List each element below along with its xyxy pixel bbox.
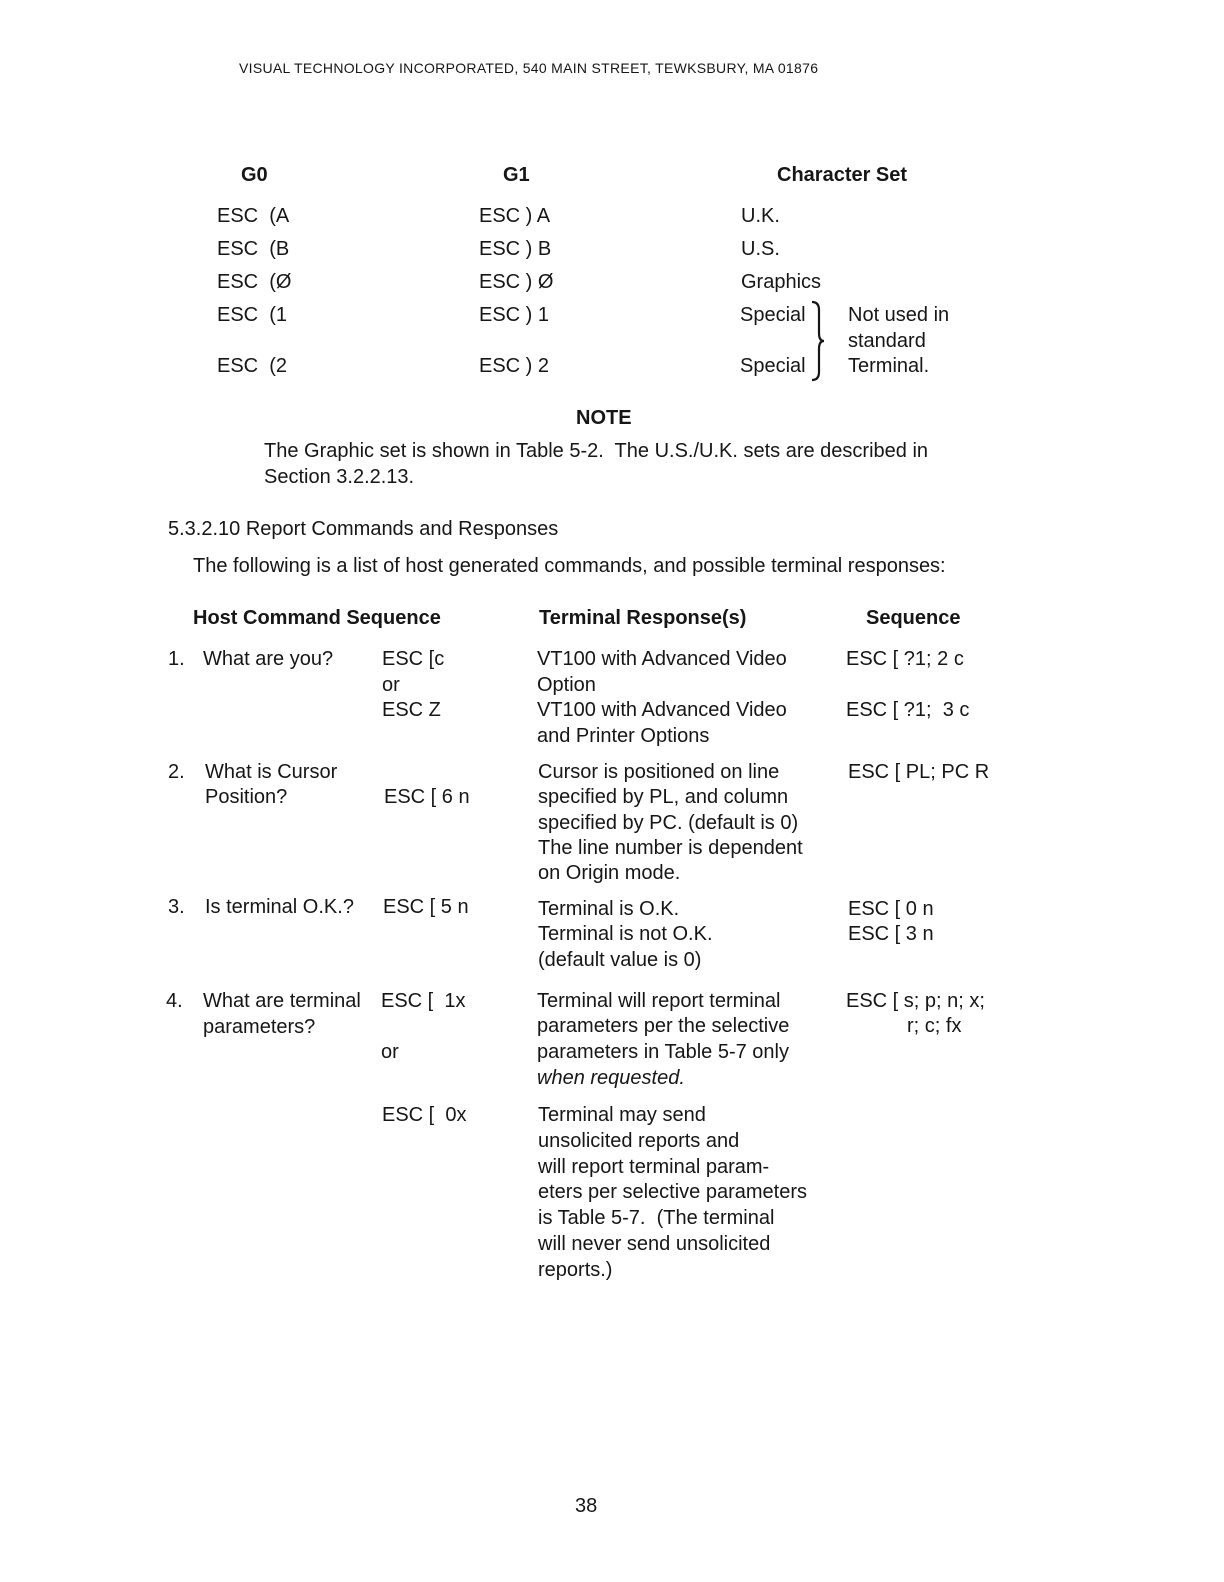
item-response: VT100 with Advanced Video <box>537 648 787 670</box>
page-header: VISUAL TECHNOLOGY INCORPORATED, 540 MAIN STREET, TEWKSBURY, MA 01876 <box>239 60 819 76</box>
item-response: The line number is dependent <box>538 837 803 859</box>
item-command: ESC [ 0x <box>382 1104 467 1126</box>
item-response: VT100 with Advanced Video <box>537 699 787 721</box>
item-question: What is Cursor <box>205 761 338 783</box>
item-command: or <box>382 674 400 696</box>
col-header-g0: G0 <box>241 164 268 186</box>
charset-name-cell: U.K. <box>741 205 780 227</box>
page-number: 38 <box>575 1495 598 1517</box>
item-response: Terminal is O.K. <box>538 898 680 920</box>
item-response: Terminal will report terminal <box>537 990 781 1012</box>
charset-g1-cell: ESC ) Ø <box>479 271 554 293</box>
charset-g1-cell: ESC ) B <box>479 238 552 260</box>
item-response: unsolicited reports and <box>538 1130 740 1152</box>
item-response: on Origin mode. <box>538 862 681 884</box>
item-response: is Table 5-7. (The terminal <box>538 1207 775 1229</box>
brace-note-line: standard <box>848 330 926 352</box>
brace-note-line: Terminal. <box>848 355 930 377</box>
item-question: Is terminal O.K.? <box>205 896 354 918</box>
item-response: Cursor is positioned on line <box>538 761 780 783</box>
charset-name-cell: Graphics <box>741 271 822 293</box>
charset-g0-cell: ESC (1 <box>217 304 288 326</box>
charset-g0-cell: ESC (B <box>217 238 290 260</box>
section-heading: 5.3.2.10 Report Commands and Responses <box>168 518 559 540</box>
item-response: specified by PL, and column <box>538 786 789 808</box>
item-sequence: ESC [ s; p; n; x; <box>846 990 985 1012</box>
section-intro: The following is a list of host generated commands, and possible terminal responses: <box>193 555 946 577</box>
right-brace-icon <box>808 300 828 382</box>
item-response: Option <box>537 674 596 696</box>
item-command: ESC [c <box>382 648 445 670</box>
charset-g1-cell: ESC ) 2 <box>479 355 550 377</box>
charset-g0-cell: ESC (Ø <box>217 271 292 293</box>
item-number: 2. <box>168 761 185 783</box>
item-response: and Printer Options <box>537 725 710 747</box>
item-response: Terminal is not O.K. <box>538 923 713 945</box>
item-response: will never send unsolicited <box>538 1233 771 1255</box>
item-question: What are terminal <box>203 990 361 1012</box>
col-header-sequence: Sequence <box>866 607 961 629</box>
col-header-character-set: Character Set <box>777 164 908 186</box>
col-header-g1: G1 <box>503 164 530 186</box>
note-line: The Graphic set is shown in Table 5-2. The U.S./U.K. sets are described in <box>264 440 929 462</box>
item-command: ESC [ 6 n <box>384 786 470 808</box>
item-command: ESC [ 5 n <box>383 896 469 918</box>
item-sequence: ESC [ ?1; 3 c <box>846 699 970 721</box>
item-sequence: ESC [ PL; PC R <box>848 761 990 783</box>
item-number: 1. <box>168 648 185 670</box>
item-response: (default value is 0) <box>538 949 702 971</box>
brace-note-line: Not used in <box>848 304 950 326</box>
charset-g1-cell: ESC ) A <box>479 205 551 227</box>
charset-name-cell: Special <box>740 304 806 326</box>
charset-name-cell: U.S. <box>741 238 780 260</box>
item-sequence: ESC [ 3 n <box>848 923 934 945</box>
item-number: 4. <box>166 990 183 1012</box>
item-response: eters per selective parameters <box>538 1181 808 1203</box>
item-command: or <box>381 1041 399 1063</box>
col-header-host-command: Host Command Sequence <box>193 607 441 629</box>
charset-g1-cell: ESC ) 1 <box>479 304 550 326</box>
item-response: when requested. <box>537 1067 685 1089</box>
note-line: Section 3.2.2.13. <box>264 466 415 488</box>
item-response: parameters in Table 5-7 only <box>537 1041 789 1063</box>
charset-name-cell: Special <box>740 355 806 377</box>
item-response: parameters per the selective <box>537 1015 790 1037</box>
charset-g0-cell: ESC (A <box>217 205 290 227</box>
item-response: specified by PC. (default is 0) <box>538 812 799 834</box>
item-question: parameters? <box>203 1016 316 1038</box>
item-sequence: r; c; fx <box>907 1015 962 1037</box>
item-response: Terminal may send <box>538 1104 706 1126</box>
item-number: 3. <box>168 896 185 918</box>
col-header-terminal-response: Terminal Response(s) <box>539 607 747 629</box>
item-sequence: ESC [ 0 n <box>848 898 934 920</box>
charset-g0-cell: ESC (2 <box>217 355 288 377</box>
item-response: reports.) <box>538 1259 613 1281</box>
item-command: ESC [ 1x <box>381 990 466 1012</box>
item-response: will report terminal param- <box>538 1156 770 1178</box>
note-title: NOTE <box>576 407 632 429</box>
item-question: What are you? <box>203 648 334 670</box>
item-question: Position? <box>205 786 288 808</box>
item-sequence: ESC [ ?1; 2 c <box>846 648 964 670</box>
item-command: ESC Z <box>382 699 441 721</box>
